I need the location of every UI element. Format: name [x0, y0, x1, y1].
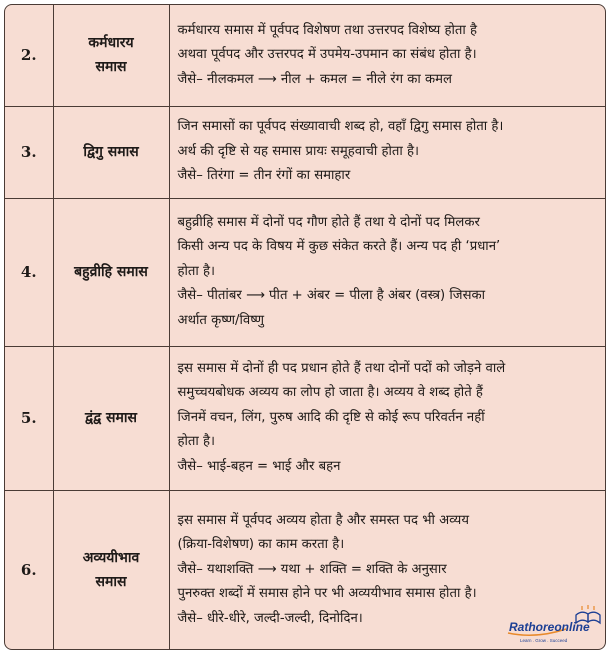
samas-name-line: द्विगु समास [83, 144, 139, 160]
description-line: अथवा पूर्वपद और उत्तरपद में उपमेय-उपमान का संबंध होता है। [177, 47, 477, 62]
description-line: जिनमें वचन, लिंग, पुरुष आदि की दृष्टि से कोई रूप परिवर्तन नहीं [177, 409, 485, 425]
description-line: अर्थ की दृष्टि से यह समास प्रायः समूहवाची होता है। [177, 143, 420, 159]
description-line: होता है। [177, 434, 216, 450]
row-number: 3. [5, 106, 53, 198]
description-line: (क्रिया-विशेषण) का काम करता है। [177, 537, 345, 552]
description-line: इस समास में दोनों ही पद प्रधान होते हैं तथा दोनों पदों को जोड़ने वाले [177, 360, 506, 376]
example-line: अर्थात कृष्ण/विष्णु [177, 312, 265, 328]
example-line: जैसे– भाई-बहन = भाई और बहन [177, 458, 341, 474]
example-line: जैसे– तिरंगा = तीन रंगों का समाहार [177, 168, 351, 184]
samas-description [169, 346, 605, 490]
row-number: 5. [5, 346, 53, 490]
samas-table-container [4, 4, 606, 650]
samas-name-line: कर्मधारय [88, 35, 134, 52]
samas-description [169, 5, 605, 106]
row-number: 2. [5, 5, 53, 106]
table-row [5, 198, 605, 346]
samas-table [5, 5, 605, 649]
samas-description [169, 198, 605, 346]
samas-name-line: समास [95, 59, 127, 76]
samas-name-line: बहुव्रीहि समास [74, 264, 148, 280]
example-line: जैसे– धीरे-धीरे, जल्दी-जल्दी, दिनोदिन। [177, 610, 363, 626]
description-line: बहुव्रीहि समास में दोनों पद गौण होते हैं तथा ये दोनों पद मिलकर [177, 214, 480, 230]
samas-name [53, 5, 169, 106]
description-line: जिन समासों का पूर्वपद संख्यावाची शब्द हो, वहाँ द्विगु समास होता है। [177, 119, 504, 135]
samas-name [53, 346, 169, 490]
description-line: किसी अन्य पद के विषय में कुछ संकेत करते हैं। अन्य पद ही ‘प्रधान’ [177, 239, 501, 255]
logo-text: Rathoreonline [509, 620, 590, 634]
samas-description [169, 106, 605, 198]
logo-tagline: Learn . Grow . Succeed [520, 638, 568, 643]
example-line: जैसे– पीतांबर ⟶ पीत + अंबर = पीला है अंबर (वस्त्र) जिसका [177, 288, 486, 304]
row-number: 4. [5, 198, 53, 346]
samas-name-line: समास [95, 573, 127, 590]
samas-name [53, 490, 169, 649]
example-line: जैसे– नीलकमल ⟶ नील + कमल = नीले रंग का कमल [177, 71, 452, 87]
table-row [5, 106, 605, 198]
description-line: होता है। [177, 263, 216, 279]
description-line: कर्मधारय समास में पूर्वपद विशेषण तथा उत्तरपद विशेष्य होता है [177, 22, 477, 38]
example-line: जैसे– यथाशक्ति ⟶ यथा + शक्ति = शक्ति के अनुसार [177, 561, 447, 577]
description-line: समुच्चयबोधक अव्यय का लोप हो जाता है। अव्यय वे शब्द होते हैं [177, 385, 483, 401]
samas-name [53, 106, 169, 198]
description-line: पुनरुक्त शब्दों में समास होने पर भी अव्ययीभाव समास होता है। [177, 586, 477, 601]
samas-name-line: अव्ययीभाव [82, 549, 140, 566]
samas-name-line: द्वंद्व समास [85, 410, 137, 426]
samas-name [53, 198, 169, 346]
table-row [5, 5, 605, 106]
table-row [5, 346, 605, 490]
description-line: इस समास में पूर्वपद अव्यय होता है और समस्त पद भी अव्यय [177, 512, 469, 528]
row-number: 6. [5, 490, 53, 649]
rathoreonline-logo [506, 605, 602, 645]
